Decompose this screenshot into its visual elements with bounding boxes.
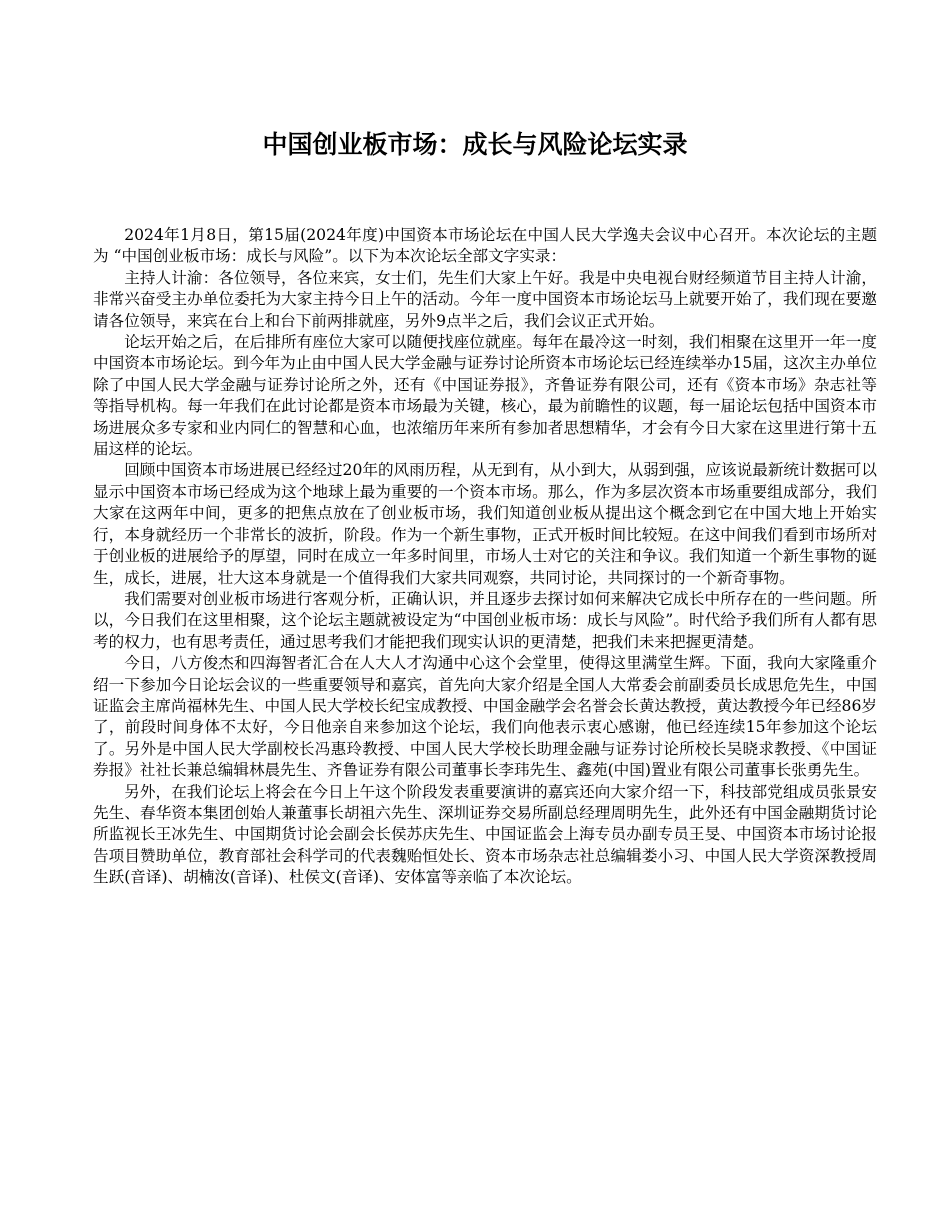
paragraph-intro: 2024年1月8日，第15届(2024年度)中国资本市场论坛在中国人民大学逸夫会议中心召开。本次论坛的主题为 “中国创业板市场：成长与风险”。以下为本次论坛全部文字实录： [93,226,877,266]
paragraph-guest-introduction: 今日，八方俊杰和四海智者汇合在人大人才沟通中心这个会堂里，使得这里满堂生辉。下面，我向大家隆重介绍一下参加今日论坛会议的一些重要领导和嘉宾，首先向大家介绍是全国人大常委会前副委员长成思危先生，中国证监会主席尚福林先生、中国人民大学校长纪宝成教授、中国金融学会名誉会长黄达教授，黄达教授今年已经86岁了，前段时间身体不太好，今日他亲自来参加这个论坛，我们向他表示衷心感谢，他已经连续15年参加这个论坛了。另外是中国人民大学副校长冯惠玲教授、中国人民大学校长助理金融与证券讨论所校长吴晓求教授、《中国证券报》社社长兼总编辑林晨先生、齐鲁证券有限公司董事长李玮先生、鑫苑(中国)置业有限公司董事长张勇先生。 [93,654,877,780]
paragraph-forum-history: 论坛开始之后，在后排所有座位大家可以随便找座位就座。每年在最冷这一时刻，我们相聚在这里开一年一度中国资本市场论坛。到今年为止由中国人民大学金融与证券讨论所资本市场论坛已经连续举办15届，这次主办单位除了中国人民大学金融与证券讨论所之外，还有《中国证券报》，齐鲁证券有限公司，还有《资本市场》杂志社等等指导机构。每一年我们在此讨论都是资本市场最为关键，核心，最为前瞻性的议题，每一届论坛包括中国资本市场进展众多专家和业内同仁的智慧和心血，也浓缩历年来所有参加者思想精华，才会有今日大家在这里进行第十五届这样的论坛。 [93,333,877,459]
document-body [93,225,877,889]
paragraph-market-review: 回顾中国资本市场进展已经经过20年的风雨历程，从无到有，从小到大，从弱到强，应该说最新统计数据可以显示中国资本市场已经成为这个地球上最为重要的一个资本市场。那么，作为多层次资本市场重要组成部分，我们大家在这两年中间，更多的把焦点放在了创业板市场，我们知道创业板从提出这个概念到它在中国大地上开始实行，本身就经历一个非常长的波折，阶段。作为一个新生事物，正式开板时间比较短。在这中间我们看到市场所对于创业板的进展给予的厚望，同时在成立一年多时间里，市场人士对它的关注和争议。我们知道一个新生事物的诞生，成长，进展，壮大这本身就是一个值得我们大家共同观察，共同讨论，共同探讨的一个新奇事物。 [93,461,877,587]
document-title: 中国创业板市场：成长与风险论坛实录 [262,130,688,159]
paragraph-speaker-introduction: 另外，在我们论坛上将会在今日上午这个阶段发表重要演讲的嘉宾还向大家介绍一下，科技部党组成员张景安先生、春华资本集团创始人兼董事长胡祖六先生、深圳证券交易所副总经理周明先生，此外还有中国金融期货讨论所监视长王冰先生、中国期货讨论会副会长侯苏庆先生、中国证监会上海专员办副专员王旻、中国资本市场讨论报告项目赞助单位，教育部社会科学司的代表魏贻恒处长、资本市场杂志社总编辑娄小习、中国人民大学资深教授周生跃(音译)、胡楠汝(音译)、杜侯文(音译)、安体富等亲临了本次论坛。 [93,782,877,887]
paragraph-forum-theme: 我们需要对创业板市场进行客观分析，正确认识，并且逐步去探讨如何来解决它成长中所存在的一些问题。所以，今日我们在这里相聚，这个论坛主题就被设定为“中国创业板市场：成长与风险”。时代给予我们所有人都有思考的权力，也有思考责任，通过思考我们才能把我们现实认识的更清楚，把我们未来把握更清楚。 [93,589,877,651]
paragraph-host-greeting: 主持人计渝：各位领导，各位来宾，女士们，先生们大家上午好。我是中央电视台财经频道节目主持人计渝，非常兴奋受主办单位委托为大家主持今日上午的活动。今年一度中国资本市场论坛马上就要开始了，我们现在要邀请各位领导，来宾在台上和台下前两排就座，另外9点半之后，我们会议正式开始。 [93,268,877,330]
